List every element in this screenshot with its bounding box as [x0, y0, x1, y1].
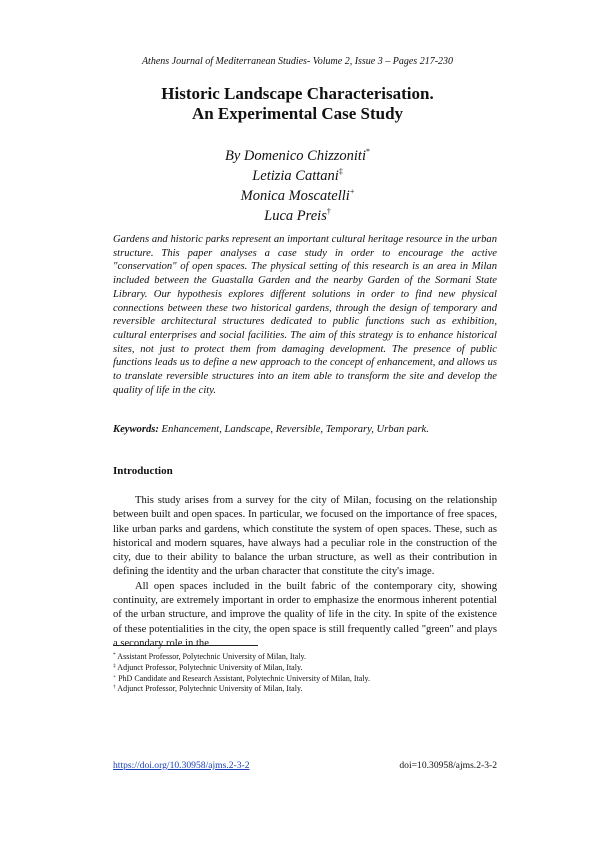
journal-header: Athens Journal of Mediterranean Studies- Volume 2, Issue 3 – Pages 217-230 [141, 56, 454, 67]
author-mark: * [365, 147, 370, 156]
paragraph: This study arises from a survey for the city of Milan, focusing on the relationship between built and open spaces. In particular, we focused on the importance of free spaces, like urban parks and gardens, which constitute the system of open spaces. These, such as historical and modern squares, have always had a peculiar role in the construction of the city, due to their ability to balance the urban structure, as well as their contribution in defining the identity and the urban character that constitute the city's image. [113, 495, 497, 578]
footnote-mark: ‡ [113, 662, 116, 669]
author-4 [0, 206, 595, 226]
footnote-mark: + [113, 673, 117, 680]
footnote-text: PhD Candidate and Research Assistant, Polytechnic University of Milan, Italy. [116, 673, 370, 683]
author-name: Luca Preis [264, 208, 327, 224]
author-1 [0, 146, 595, 166]
abstract: Gardens and historic parks represent an important cultural heritage resource in the urban structure. This paper analyses a case study in order to encourage the active "conservation" of open spaces. The physical setting of this research is an area in Milan included between the Guastalla Garden and the nearby Garden of the Sormani State Library. Our hypothesis explores different solutions in order to find new physical connections between these two historical gardens, through the design of temporary and reversible architectural structures dedicated to public functions such as exhibition, cultural enterprises and social facilities. The aim of this strategy is to enhance historical sites, not just to protect them from damaging development. The presence of public functions leads us to define a new approach to the concept of enhancement, and allows us to translate reversible structures into an item able to transform the site and develop the quality of life in the city. [113, 234, 497, 396]
author-name: Monica Moscatelli [240, 188, 350, 204]
footnotes [113, 652, 513, 695]
paper-title [0, 84, 595, 124]
author-list [0, 146, 595, 226]
doi-text: doi=10.30958/ajms.2-3-2 [399, 760, 497, 771]
author-3 [0, 186, 595, 206]
footnote [113, 674, 513, 685]
title-line-1: Historic Landscape Characterisation. [161, 84, 434, 103]
author-name: Letizia Cattani [252, 168, 339, 184]
introduction-body [113, 494, 497, 651]
footnote [113, 652, 513, 663]
keywords [113, 424, 497, 435]
footnote-mark: † [113, 684, 116, 691]
section-heading-introduction: Introduction [113, 465, 173, 477]
footnote-text: Adjunct Professor, Polytechnic University of Milan, Italy. [115, 684, 303, 694]
author-mark: + [349, 187, 355, 196]
footnote [113, 663, 513, 674]
footnote [113, 684, 513, 695]
author-name: By Domenico Chizzoniti [225, 148, 366, 164]
footnote-divider [113, 645, 258, 646]
footnote-mark: * [113, 652, 116, 658]
author-mark: ‡ [338, 167, 343, 176]
footnote-text: Assistant Professor, Polytechnic University of Milan, Italy. [115, 652, 306, 661]
author-2 [0, 166, 595, 186]
keywords-label: Keywords: [113, 424, 159, 435]
paragraph: All open spaces included in the built fabric of the contemporary city, showing continuity, are extremely important in order to emphasize the enormous inherent potential of the urban structure, and improve the quality of life in the city. In spite of the existence of these potentialities in the city, the open space is still frequently called "green" and plays a secondary role in the [113, 580, 497, 649]
keywords-text: Enhancement, Landscape, Reversible, Temporary, Urban park. [158, 424, 429, 435]
doi-link[interactable]: https://doi.org/10.30958/ajms.2-3-2 [113, 760, 250, 771]
footnote-text: Adjunct Professor, Polytechnic University of Milan, Italy. [115, 662, 303, 672]
title-line-2: An Experimental Case Study [191, 104, 404, 123]
author-mark: † [326, 207, 331, 216]
